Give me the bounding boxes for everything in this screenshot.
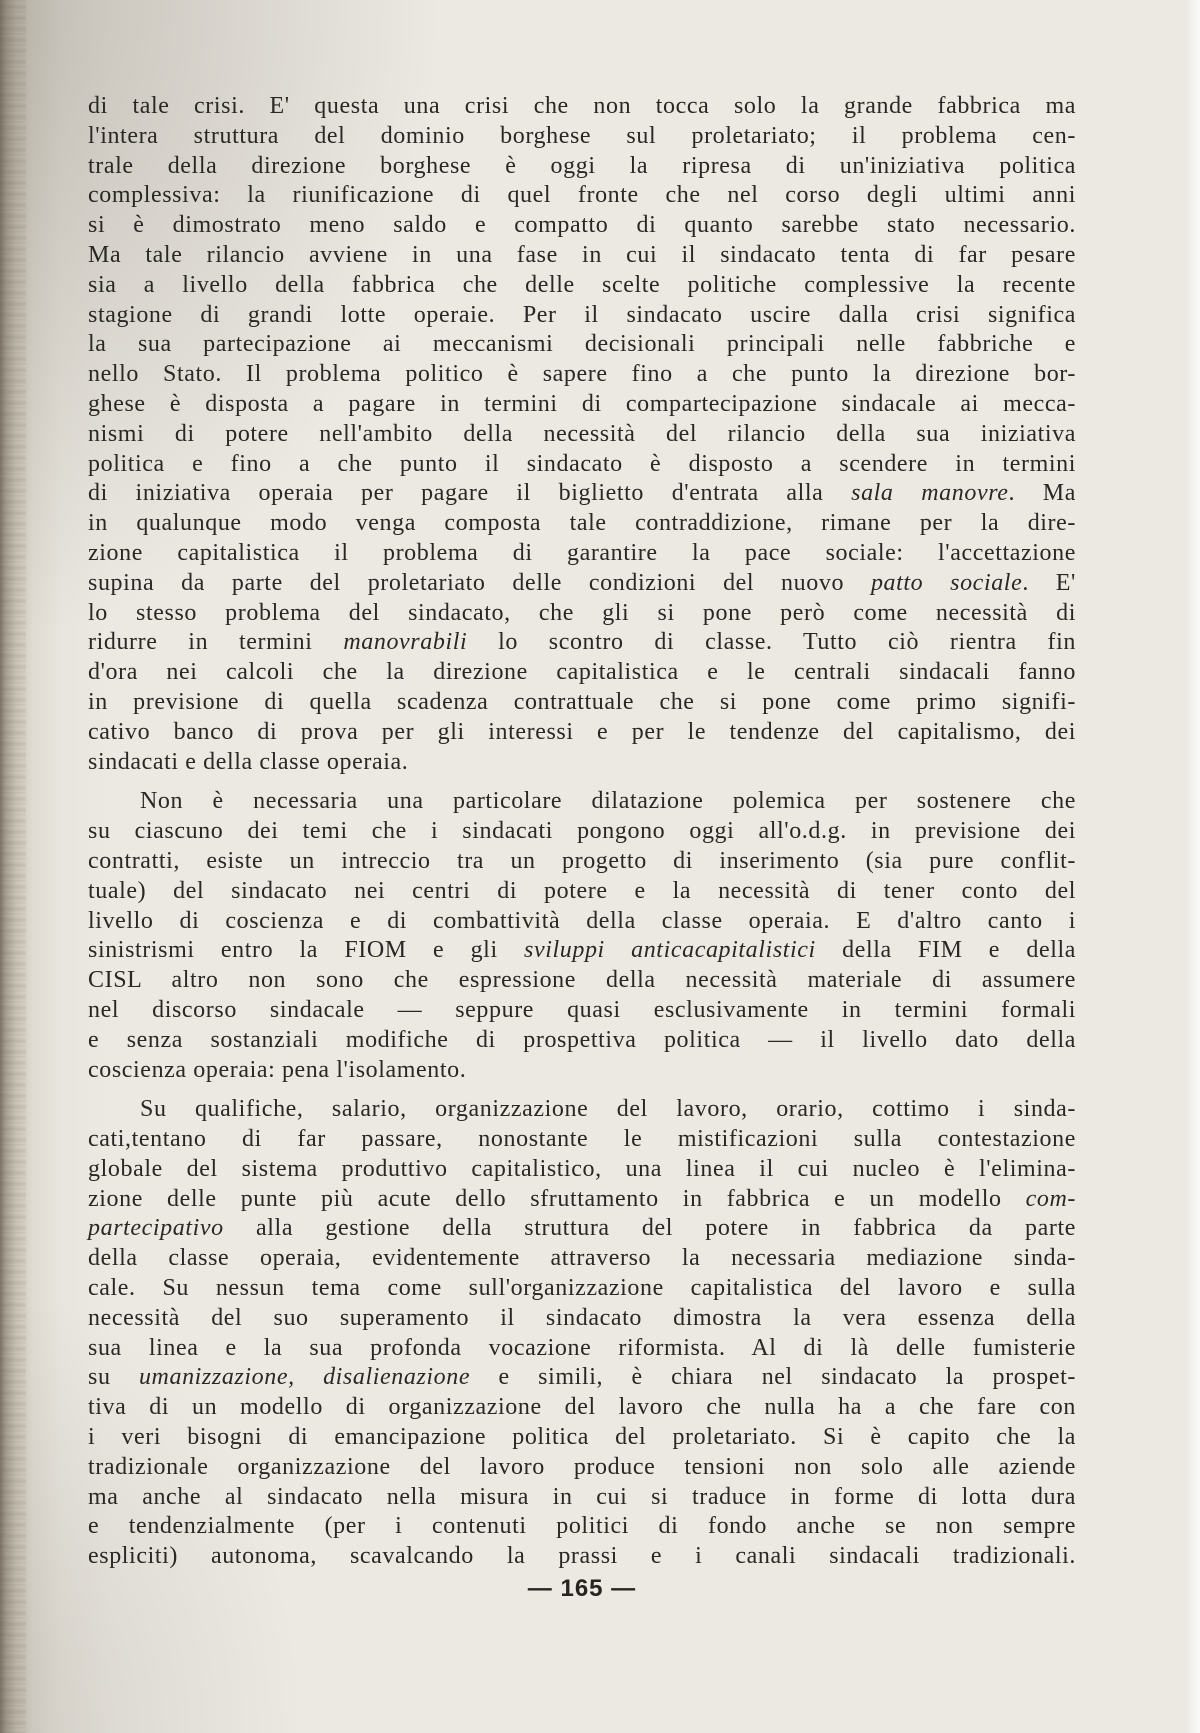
text-line: l'intera struttura del dominio borghese sul proletariato; il problema cen- [88,122,1076,149]
paragraph-3 [88,1095,1076,1572]
text-line: necessità del suo superamento il sindacato dimostra la vera essenza della [88,1304,1076,1331]
text-line: di tale crisi. E' questa una crisi che non tocca solo la grande fabbrica ma [88,93,1076,119]
text-line: coscienza operaia: pena l'isolamento. [88,1056,467,1083]
italic-text: sala manovre [851,480,1009,507]
italic-text: sviluppi anticacapitalistici [524,937,816,964]
text-line: cativo banco di prova per gli interessi e per le tendenze del capitalismo, dei [88,718,1076,745]
text-line: lo stesso problema del sindacato, che gli si pone però come necessità di [88,599,1076,626]
text-line [88,569,1076,599]
text-line: d'ora nei calcoli che la direzione capitalistica e le centrali sindacali fanno [88,659,1076,686]
text-line [88,936,1076,966]
text-line: in previsione di quella scadenza contrattuale che si pone come primo signifi- [88,688,1076,715]
italic-text: umanizzazione, disalienazione [138,1364,471,1391]
text-segment: ridurre in termini [88,629,344,656]
text-line: su ciascuno dei temi che i sindacati pongono oggi all'o.d.g. in previsione dei [88,818,1076,845]
text-segment: . E' [1022,569,1076,596]
text-line [88,1185,1076,1215]
text-line: globale del sistema produttivo capitalistico, una linea il cui nucleo è l'elimina- [88,1155,1076,1182]
text-line: della classe operaia, evidentemente attraverso la necessaria mediazione sinda- [88,1245,1076,1272]
text-line: Su qualifiche, salario, organizzazione del lavoro, orario, cottimo i sinda- [140,1096,1076,1123]
text-line: tuale) del sindacato nei centri di potere e la necessità di tener conto del [88,877,1076,904]
text-line: in qualunque modo venga composta tale contraddizione, rimane per la dire- [88,510,1076,537]
italic-text: partecipativo [88,1215,224,1242]
text-segment: alla gestione della struttura del potere in fabbrica da parte [223,1215,1076,1242]
text-line: i veri bisogni di emancipazione politica del proletariato. Si è capito che la [88,1424,1076,1451]
text-line: tradizionale organizzazione del lavoro produce tensioni non solo alle aziende [88,1453,1076,1480]
text-segment: supina da parte del proletariato delle condizioni del nuovo [88,569,871,596]
text-line: ghese è disposta a pagare in termini di compartecipazione sindacale ai mecca- [88,390,1076,417]
text-line: complessiva: la riunificazione di quel fronte che nel corso degli ultimi anni [88,182,1076,209]
text-segment: lo scontro di classe. Tutto ciò rientra fin [467,629,1076,656]
text-line: trale della direzione borghese è oggi la ripresa di un'iniziativa politica [88,152,1076,179]
text-line: cati,tentano di far passare, nonostante le mistificazioni sulla contestazione [88,1126,1076,1153]
text-line: ma anche al sindacato nella misura in cui si traduce in forme di lotta dura [88,1483,1076,1510]
italic-text: manovrabili [343,629,468,656]
text-line: la sua partecipazione ai meccanismi decisionali principali nelle fabbriche e [88,331,1076,358]
text-line: cale. Su nessun tema come sull'organizzazione capitalistica del lavoro e sulla [88,1275,1076,1302]
text-segment: della FIM e della [815,937,1076,964]
text-segment: sinistrismi entro la FIOM e gli [88,937,525,964]
text-line: nello Stato. Il problema politico è sapere fino a che punto la direzione bor- [88,361,1076,388]
scan-edge-shadow [0,0,26,1733]
text-line: politica e fino a che punto il sindacato è disposto a scendere in termini [88,450,1076,477]
text-line: livello di coscienza e di combattività della classe operaia. E d'altro canto i [88,907,1076,934]
text-segment: . Ma [1008,480,1076,507]
text-segment: e simili, è chiara nel sindacato la prospet- [470,1364,1076,1391]
text-segment: di iniziativa operaia per pagare il biglietto d'entrata alla [88,480,852,507]
text-line: stagione di grandi lotte operaie. Per il sindacato uscire dalla crisi significa [88,301,1076,328]
text-line: si è dimostrato meno saldo e compatto di quanto sarebbe stato necessario. [88,212,1076,239]
paragraph-1 [88,92,1076,777]
text-line: sua linea e la sua profonda vocazione riformista. Al di là delle fumisterie [88,1334,1076,1361]
text-line: contratti, esiste un intreccio tra un progetto di inserimento (sia pure conflit- [88,847,1076,874]
text-line: sindacati e della classe operaia. [88,748,409,775]
text-line: tiva di un modello di organizzazione del lavoro che nulla ha a che fare con [88,1394,1076,1421]
text-line [88,1363,1076,1393]
text-segment: su [88,1364,139,1391]
text-line: Ma tale rilancio avviene in una fase in cui il sindacato tenta di far pesare [88,241,1076,268]
text-line: e tendenzialmente (per i contenuti politici di fondo anche se non sempre [88,1513,1076,1540]
text-line: CISL altro non sono che espressione della necessità materiale di assumere [88,967,1076,994]
body-text [88,92,1076,1572]
text-segment: zione delle punte più acute dello sfruttamento in fabbrica e un modello [88,1185,1026,1212]
text-line: espliciti) autonoma, scavalcando la prassi e i canali sindacali tradizionali. [88,1543,1076,1570]
italic-text: com- [1025,1185,1076,1212]
text-line [88,628,1076,658]
text-line [88,1214,1076,1244]
italic-text: patto sociale [870,569,1023,596]
page-number: — 165 — [527,1575,637,1602]
text-line: Non è necessaria una particolare dilatazione polemica per sostenere che [140,788,1076,815]
text-line [88,479,1076,509]
text-line: nel discorso sindacale — seppure quasi esclusivamente in termini formali [88,996,1076,1023]
text-line: e senza sostanziali modifiche di prospettiva politica — il livello dato della [88,1026,1076,1053]
text-line: zione capitalistica il problema di garantire la pace sociale: l'accettazione [88,539,1076,566]
text-line: sia a livello della fabbrica che delle scelte politiche complessive la recente [88,271,1076,298]
text-line: nismi di potere nell'ambito della necessità del rilancio della sua iniziativa [88,420,1076,447]
paragraph-2 [88,787,1076,1085]
